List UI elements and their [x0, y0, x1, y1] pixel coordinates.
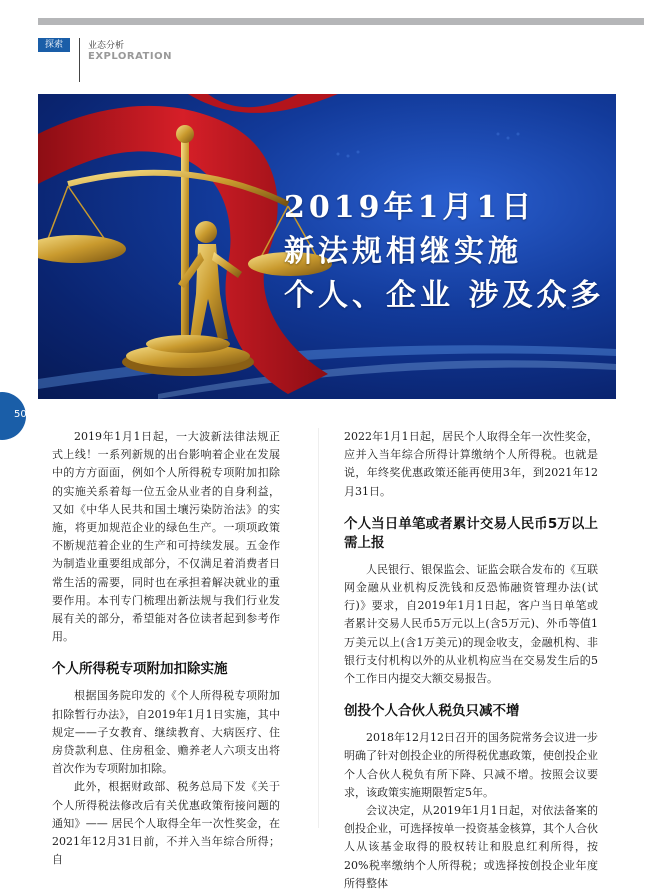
paragraph: 会议决定，从2019年1月1日起，对依法备案的创投企业，可选择按单一投资基金核算，其个人合伙人从该基金取得的股权转让和股息红利所得，按20%税率缴纳个人所得税；或选择按创投企业年度所得整体: [344, 804, 598, 890]
section-title-cn: 业态分析: [88, 41, 125, 51]
hero-title: [284, 186, 614, 318]
article-column-right: [344, 428, 598, 893]
paragraph-continuation: 2022年1月1日起，居民个人取得全年一次性奖金，应并入当年综合所得计算缴纳个人所得税。也就是说，年终奖优惠政策还能再使用3年，到2021年12月31日。: [344, 430, 598, 498]
section-heading-tax-deduction: 个人所得税专项附加扣除实施: [52, 661, 228, 678]
hero-title-line-2: 新法规相继实施: [284, 234, 522, 269]
page-number: 50: [14, 409, 27, 420]
hero-title-line-3: 个人、企业 涉及众多: [284, 278, 605, 313]
section-title-en: EXPLORATION: [88, 51, 172, 62]
header-divider: [79, 38, 80, 82]
paragraph: 2018年12月12日召开的国务院常务会议进一步明确了针对创投企业的所得税优惠政策，使创投企业个人合伙人税负有所下降、只减不增。按照会议要求，该政策实施期限暂定5年。: [344, 731, 598, 799]
section-heading-large-transactions: 个人当日单笔或者累计交易人民币5万以上需上报: [344, 515, 598, 551]
section-heading-venture-partners: 创投个人合伙人税负只减不增: [344, 703, 520, 720]
column-divider: [318, 428, 319, 828]
article-intro: 2019年1月1日起，一大波新法律法规正式上线！一系列新规的出台影响着企业在发展中的方方面面，例如个人所得税专项附加扣除的实施关系着每一位五金从业者的自身利益，又如《中华人民共和国土壤污染防治法》的实施，将更加规范企业的绿色生产。一项项政策不断规范着企业的生产和可持续发展。五金作为制造业重要组成部分，不仅满足着消费者日常生活的需要，同时也在承担着解决就业的重要作用。本刊专门梳理出新法规与我们行业发展有关的部分，希望能对各位读者起到参考作用。: [52, 430, 280, 644]
paragraph: 根据国务院印发的《个人所得税专项附加扣除暂行办法》，自2019年1月1日实施，其中规定——子女教育、继续教育、大病医疗、住房贷款利息、住房租金、赡养老人六项支出将首次作为专项附加扣除。: [52, 689, 280, 776]
article-column-left: [52, 428, 280, 869]
paragraph: 此外，根据财政部、税务总局下发《关于个人所得税法修改后有关优惠政策衔接问题的通知》—— 居民个人取得全年一次性奖金，在2021年12月31日前，不并入当年综合所得；自: [52, 780, 280, 867]
section-tag: 探索: [38, 38, 70, 52]
hero-banner: [38, 94, 616, 399]
top-rule: [38, 18, 644, 25]
hero-title-line-1: 2019年1月1日: [284, 190, 536, 225]
paragraph: 人民银行、银保监会、证监会联合发布的《互联网金融从业机构反洗钱和反恐怖融资管理办法(试行)》要求，自2019年1月1日起，客户当日单笔或者累计交易人民币5万元以上(含5万元)、外币等值1万美元以上(含1万美元)的现金收支，金融机构、非银行支付机构以外的从业机构应当在交易发生后的5个工作日内提交大额交易报告。: [344, 562, 598, 686]
